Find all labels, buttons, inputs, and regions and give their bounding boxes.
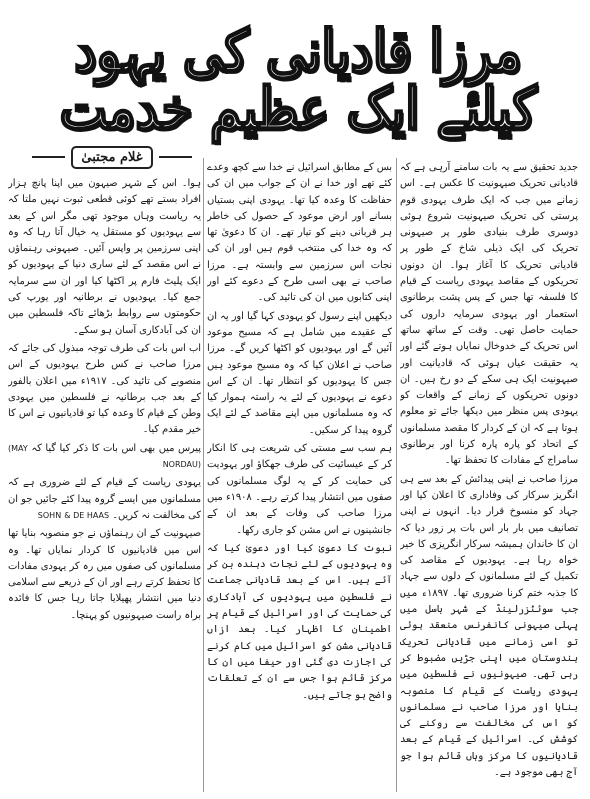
- paragraph: دیکھیں اپنے رسول کو یہودی کہا گیا اور یہ ان کے عقیدے میں شامل ہے کہ مسیح موعود آئیں گے اور یہودیوں کو اکٹھا کریں گے۔ مرزا صاحب نے اعلان کیا کہ وہ مسیح موعود ہیں جس کا یہودیوں کو انتظار تھا۔ ان کے اس دعوے نے یہودیوں کے لئے یہ راستہ ہموار کیا کہ وہ مسلمانوں میں اپنے مقاصد کے لئے ایک گروہ پیدا کر سکیں۔: [207, 310, 392, 436]
- paragraph: مرزا صاحب نے اپنی پیدائش کے بعد سے ہی انگریز سرکار کی وفاداری کا اعلان کیا اور جہاد کو منسوخ قرار دیا۔ انہوں نے اپنی تصانیف میں بار بار اس بات پر زور دیا کہ ان کا خاندان ہمیشہ سرکار انگریزی کا خیر خواہ رہا ہے۔ یہودیوں کے مقاصد کی تکمیل کے لئے مسلمانوں کے دلوں سے جہاد کا جذبہ ختم کرنا ضروری تھا۔ ۱۸۹۷ء میں جب سوئٹزرلینڈ کے شہر باسل میں پہلی صیہونی کانفرنس منعقد ہوئی تو اسی زمانے میں قادیانی تحریک ہندوستان میں اپنی جڑیں مضبوط کر رہی تھی۔ صیہونیوں نے فلسطین میں یہودی ریاست کے قیام کا منصوبہ بنایا اور مرزا صاحب نے مسلمانوں کو اس کی مخالفت سے روکنے کی کوشش کی۔ اسرائیل کے قیام کے بعد قادیانیوں کا مرکز وہاں قائم ہوا جو آج بھی موجود ہے۔: [400, 473, 578, 778]
- column-divider: [396, 158, 397, 792]
- paragraph: ہوا۔ اس کے شہر صیہون میں اپنا پانچ ہزار افراد بستے تھے کوئی قطعی ثبوت نہیں ملتا کہ یہ ریاست وہاں موجود تھی مگر اس کے بعد سے یہودیوں کو مستقل یہ خیال آتا رہا کہ وہ اپنی سرزمین پر واپس آئیں۔ صیہونی رہنماؤں نے اس مقصد کے لئے ساری دنیا کے یہودیوں کو ایک پلیٹ فارم پر اکٹھا کیا اور ان سے سرمایہ جمع کیا۔ یہودیوں نے برطانیہ اور یورپ کی حکومتوں سے روابط بڑھائے تاکہ فلسطین میں ان کی آبادکاری آسان ہو سکے۔: [8, 178, 201, 336]
- english-name-inline: SOHN: [37, 510, 62, 520]
- paragraph: صیہونیت کے ان رہنماؤں نے جو منصوبہ بنایا تھا اس میں قادیانیوں کا کردار نمایاں تھا۔ وہ مسلمانوں کی صفوں میں رہ کر یہودی مفادات کا تحفظ کرتے رہے اور ان کے ذریعے سے اسلامی دنیا میں انتشار پھیلایا جاتا رہا جس کا فائدہ براہ راست صیہونیوں کو پہنچا۔: [8, 528, 201, 621]
- paragraph: [8, 475, 201, 524]
- paragraph: [8, 441, 201, 474]
- column-divider: [203, 158, 204, 792]
- byline-rule-right: [159, 156, 192, 158]
- english-name-inline: (MAY NORDAU): [8, 443, 201, 470]
- paragraph: بس کے مطابق اسرائیل نے خدا سے کچھ وعدے کئے تھے اور خدا نے ان کے جواب میں ان کی حفاظت کا وعدہ کیا تھا۔ یہودی اپنی بستیاں بسانے اور ارض موعود کے حصول کی خاطر ہر قربانی دینے کو تیار تھے۔ ان کا دعویٰ تھا کہ وہ خدا کی منتخب قوم ہیں اور ان کی نجات اس سرزمین سے وابستہ ہے۔ مرزا صاحب نے بھی اسی طرح کے دعوے کئے اور اپنی کتابوں میں ان کی تائید کی۔: [207, 162, 392, 304]
- byline-rule-left: [32, 156, 65, 158]
- paragraph: ہم سب سے مستی کی شریعت ہی کا انکار کر کے عیسائیت کی طرف جھکاؤ اور یہودیت کی حمایت کر کے یہ لوگ مسلمانوں کی صفوں میں انتشار پیدا کرتے رہے۔ ۱۹۰۸ء میں مرزا صاحب کی وفات کے بعد ان کے جانشینوں نے اس مشن کو جاری رکھا۔: [207, 443, 392, 536]
- author-name: غلام مجتبیٰ: [71, 146, 152, 169]
- paragraph-text: یہودی ریاست کے قیام کے لئے ضروری ہے کہ مسلمانوں میں ایسے گروہ پیدا کئے جائیں جو ان کی مخالفت نہ کریں۔: [8, 477, 201, 521]
- paragraph: اب اس بات کی طرف توجہ مبذول کی جائے کہ مرزا صاحب نے کس طرح یہودیوں کے اس منصوبے کی تائید کی۔ ۱۹۱۷ء میں اعلان بالفور کے بعد جب برطانیہ نے فلسطین میں یہودی وطن کے قیام کا وعدہ کیا تو قادیانیوں نے اس کا خیر مقدم کیا۔: [8, 342, 201, 436]
- column-middle: [207, 160, 392, 788]
- article-headline: مرزا قادیانی کی یہود کیلئے ایک عظیم خدمت: [59, 16, 537, 143]
- headline-block: [28, 16, 568, 143]
- column-left: [8, 176, 201, 788]
- paragraph-text: پیرس میں بھی اس بات کا ذکر کیا گیا کہ: [31, 442, 201, 454]
- paragraph: جدید تحقیق سے یہ بات سامنے آرہی ہے کہ قادیانی تحریک صیہونیت کا عکس ہے۔ اس زمانے میں جب کہ ایک طرف یہودی قوم پرستی کی تحریک صیہونیت شروع ہوئی دوسری طرف بنیادی طور پر صیہونی تحریک کی ایک ذیلی شاخ کے طور پر قادیانی تحریک کا آغاز ہوا۔ ان دونوں تحریکوں کے مقاصد یہودی ریاست کے قیام کا فلسفہ تھا جس کے پس پشت برطانوی استعمار اور یہودی سرمایہ داروں کی حمایت حاصل تھی۔ وقت کے ساتھ ساتھ اس تحریک کے خدوخال نمایاں ہوتے گئے اور یہ حقیقت عیاں ہوئی کہ قادیانیت اور صیہونیت ایک ہی سکے کے دو رخ ہیں۔ ان دونوں تحریکوں کے زمانے کے واقعات کو یہودی پس منظر میں دیکھا جائے تو معلوم ہوتا ہے کہ ان کے کردار کا مقصد مسلمانوں کے اتحاد کو پارہ پارہ کرنا اور برطانوی سامراج کے مفادات کا تحفظ تھا۔: [400, 162, 578, 467]
- paragraph: نبوت کا دعویٰ کیا اور دعویٰ کیا کہ وہ یہودیوں کے لئے نجات دہندہ بن کر آئے ہیں۔ اس کے بعد قادیانی جماعت نے فلسطین میں یہودیوں کی آبادکاری کی حمایت کی اور اسرائیل کے قیام پر اطمینان کا اظہار کیا۔ بعد ازاں قادیانی مشن کو اسرائیل میں کام کرنے کی اجازت دی گئی اور حیفا میں ان کا مرکز قائم ہوا جس سے ان کے تعلقات واضح ہو جاتے ہیں۔: [207, 542, 392, 701]
- english-name-inline: & DE HAAS: [64, 510, 110, 520]
- column-right: [400, 160, 578, 788]
- byline-block: [32, 140, 192, 174]
